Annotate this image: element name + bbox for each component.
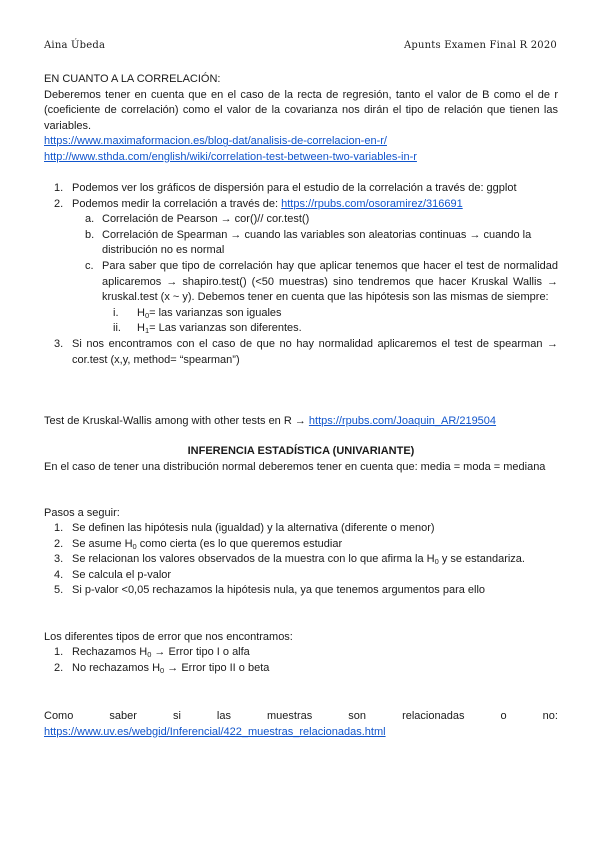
link-maximaformacion[interactable]: https://www.maximaformacion.es/blog-dat/analisis-de-correlacion-en-r/ bbox=[44, 135, 387, 148]
error-list bbox=[44, 645, 558, 676]
sub-item bbox=[44, 228, 558, 259]
hyp-symbol: H bbox=[137, 306, 145, 319]
word: muestras bbox=[267, 710, 313, 722]
list-item bbox=[44, 568, 558, 584]
list-number: 2. bbox=[54, 197, 64, 210]
list-item bbox=[44, 337, 558, 368]
steps-heading: Pasos a seguir: bbox=[44, 507, 120, 519]
errors-heading: Los diferentes tipos de error que nos encontramos: bbox=[44, 631, 293, 643]
list-number: 1. bbox=[54, 182, 64, 194]
word: si bbox=[172, 710, 181, 722]
word: relacionadas bbox=[402, 710, 465, 722]
roman-number: i. bbox=[113, 306, 119, 319]
link-rpubs-osoramirez[interactable]: https://rpubs.com/osoramirez/316691 bbox=[281, 197, 463, 210]
kruskal-text: Test de Kruskal-Wallis among with other tests en R → bbox=[44, 415, 309, 427]
correlation-heading: EN CUANTO A LA CORRELACIÓN: bbox=[44, 73, 221, 85]
list-pre: Se asume H bbox=[72, 537, 133, 550]
list-number: 1. bbox=[54, 522, 64, 534]
list-item bbox=[44, 521, 558, 537]
list-number: 1. bbox=[54, 646, 64, 658]
word: las bbox=[216, 710, 231, 722]
list-item bbox=[44, 197, 558, 213]
inference-intro: En el caso de tener una distribución normal deberemos tener en cuenta que: media = moda = mediana bbox=[44, 461, 546, 473]
list-item bbox=[44, 583, 558, 599]
hypothesis-item bbox=[44, 321, 558, 337]
h0-subscript: 0 bbox=[160, 665, 165, 675]
list-number: 5. bbox=[54, 584, 64, 597]
hyp-text: = las varianzas son iguales bbox=[149, 306, 282, 319]
sub-letter: b. bbox=[85, 228, 95, 241]
list-item bbox=[44, 181, 558, 197]
header-course: Apunts Examen Final R 2020 bbox=[403, 40, 557, 51]
list-text: → Error tipo II o beta bbox=[164, 661, 270, 674]
inference-title: INFERENCIA ESTADÍSTICA (UNIVARIANTE) bbox=[187, 445, 415, 457]
sub-item bbox=[44, 212, 558, 228]
correlation-section bbox=[44, 72, 558, 166]
related-samples-block bbox=[44, 709, 558, 740]
list-text: Podemos ver los gráficos de dispersión para el estudio de la correlación a través de: ggplot bbox=[72, 182, 517, 194]
inference-steps bbox=[44, 521, 558, 599]
sub-text: Correlación de Pearson → cor()// cor.test() bbox=[102, 213, 310, 226]
roman-number: ii. bbox=[113, 322, 121, 335]
correlation-intro: Deberemos tener en cuenta que en el caso de la recta de regresión, tanto el valor de B como el de r (coeficiente de correlación) como el valor de la covarianza nos dirán el tipo de relación que tienen las variables. bbox=[44, 88, 558, 132]
list-item bbox=[44, 537, 558, 553]
related-samples-question bbox=[44, 709, 558, 725]
link-rpubs-joaquin[interactable]: https://rpubs.com/Joaquin_AR/219504 bbox=[308, 415, 497, 427]
sub-letter: c. bbox=[85, 259, 94, 272]
list-text: como cierta (es lo que queremos estudiar bbox=[136, 537, 343, 550]
list-number: 2. bbox=[54, 661, 64, 674]
list-text: Si nos encontramos con el caso de que no hay normalidad aplicaremos el test de spearman → cor.test (x,y, method= “spearman”) bbox=[72, 337, 558, 366]
correlation-steps bbox=[44, 181, 558, 368]
hyp-subscript: 1 bbox=[144, 326, 150, 336]
sub-text: Para saber que tipo de correlación hay que aplicar tenemos que hacer el test de normalidad aplicaremos → shapiro.test() (<50 muestras) sino tendremos que hacer Kruskal Wallis → kruskal.test (x ~ y). Debemos tener en cuenta que las hipótesis son las mismas de siempre: bbox=[102, 259, 558, 304]
list-number: 3. bbox=[54, 553, 64, 566]
link-uv-related-samples[interactable]: https://www.uv.es/webgid/Inferencial/422_muestras_relacionadas.html bbox=[44, 725, 386, 738]
hyp-symbol: H bbox=[137, 322, 145, 335]
word: saber bbox=[109, 710, 137, 722]
list-pre: Rechazamos H bbox=[72, 646, 148, 658]
list-text: → Error tipo I o alfa bbox=[151, 646, 250, 658]
list-text: y se estandariza. bbox=[438, 553, 525, 566]
list-number: 3. bbox=[54, 337, 64, 350]
list-pre: No rechazamos H bbox=[72, 661, 161, 674]
h0-subscript: 0 bbox=[132, 541, 137, 551]
list-item bbox=[44, 661, 558, 677]
word: no: bbox=[542, 710, 558, 722]
inference-intro-block bbox=[44, 460, 558, 476]
hypothesis-item bbox=[44, 306, 558, 322]
word: son bbox=[348, 710, 367, 722]
list-item bbox=[44, 645, 558, 661]
list-pre: Se relacionan los valores observados de la muestra con lo que afirma la H bbox=[72, 553, 435, 566]
hyp-text: = Las varianzas son diferentes. bbox=[149, 322, 302, 335]
word: Como bbox=[44, 710, 74, 722]
kruskal-line bbox=[44, 414, 558, 430]
list-text: Se definen las hipótesis nula (igualdad) y la alternativa (diferente o menor) bbox=[72, 522, 435, 534]
list-text: Se calcula el p-valor bbox=[72, 568, 172, 581]
sub-item bbox=[44, 259, 558, 306]
list-text: Si p-valor <0,05 rechazamos la hipótesis nula, ya que tenemos argumentos para ello bbox=[72, 584, 486, 597]
h0-subscript: 0 bbox=[434, 557, 439, 567]
sub-text: Correlación de Spearman → cuando las variables son aleatorias continuas → cuando la distribución no es normal bbox=[102, 228, 532, 257]
link-sthda[interactable]: http://www.sthda.com/english/wiki/correlation-test-between-two-variables-in-r bbox=[44, 150, 417, 163]
list-text: Podemos medir la correlación a través de: bbox=[72, 197, 282, 210]
list-number: 4. bbox=[54, 568, 64, 581]
header-author: Aina Úbeda bbox=[44, 40, 106, 51]
sub-letter: a. bbox=[85, 213, 95, 226]
list-item bbox=[44, 552, 558, 568]
word: o bbox=[500, 710, 507, 722]
h0-subscript: 0 bbox=[147, 650, 152, 659]
list-number: 2. bbox=[54, 537, 64, 550]
hyp-subscript: 0 bbox=[144, 310, 150, 320]
